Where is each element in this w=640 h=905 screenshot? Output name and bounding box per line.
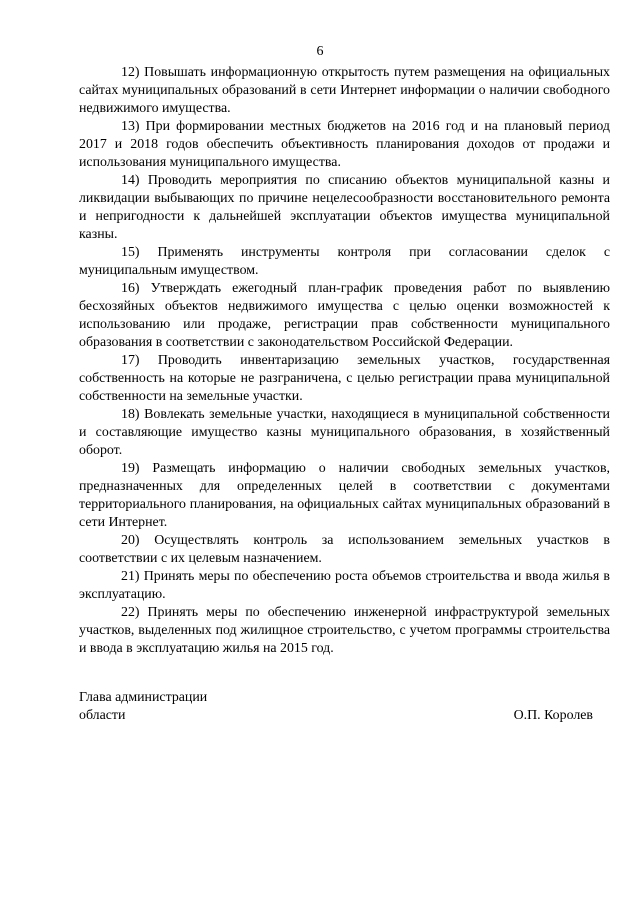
signature-block bbox=[79, 689, 610, 725]
document-body bbox=[79, 64, 610, 658]
signatory-title-line2: области bbox=[79, 708, 126, 723]
paragraph-19: 19) Размещать информацию о наличии свободных земельных участков, предназначенных для определенных целей в соответствии с документами территориального планирования, на официальных сайтах муниципальных образований в сети Интернет. bbox=[79, 461, 610, 530]
paragraph-21: 21) Принять меры по обеспечению роста объемов строительства и ввода жилья в эксплуатацию. bbox=[79, 569, 610, 602]
paragraph-18: 18) Вовлекать земельные участки, находящиеся в муниципальной собственности и составляющие имущество казны муниципального образования, в хозяйственный оборот. bbox=[79, 407, 610, 458]
paragraph-22: 22) Принять меры по обеспечению инженерной инфраструктурой земельных участков, выделенных под жилищное строительство, с учетом программы строительства и ввода в эксплуатацию жилья на 2015 год. bbox=[79, 605, 610, 656]
paragraph-20: 20) Осуществлять контроль за использованием земельных участков в соответствии с их целевым назначением. bbox=[79, 533, 610, 566]
paragraph-16: 16) Утверждать ежегодный план-график проведения работ по выявлению бесхозяйных объектов недвижимого имущества с целью оценки возможностей к использованию или продаже, регистрации прав собственности муниципального образования в соответствии с законодательством Российской Федерации. bbox=[79, 281, 610, 350]
paragraph-12: 12) Повышать информационную открытость путем размещения на официальных сайтах муниципальных образований в сети Интернет информации о наличии свободного недвижимого имущества. bbox=[79, 65, 610, 116]
signatory-name: О.П. Королев bbox=[513, 708, 593, 723]
paragraph-17: 17) Проводить инвентаризацию земельных участков, государственная собственность на которые не разграничена, с целью регистрации права муниципальной собственности на земельные участки. bbox=[79, 353, 610, 404]
signatory-title-line1: Глава администрации bbox=[79, 690, 208, 705]
paragraph-15: 15) Применять инструменты контроля при согласовании сделок с муниципальным имуществом. bbox=[79, 245, 610, 278]
page-number: 6 bbox=[316, 44, 324, 59]
paragraph-13: 13) При формировании местных бюджетов на 2016 год и на плановый период 2017 и 2018 годов обеспечить объективность планирования доходов от продажи и использования муниципального имущества. bbox=[79, 119, 610, 170]
signature-line bbox=[79, 707, 610, 725]
paragraph-14: 14) Проводить мероприятия по списанию объектов муниципальной казны и ликвидации выбывающих по причине нецелесообразности восстановительного ремонта и непригодности к дальнейшей эксплуатации объектов имущества муниципальной казны. bbox=[79, 173, 610, 242]
